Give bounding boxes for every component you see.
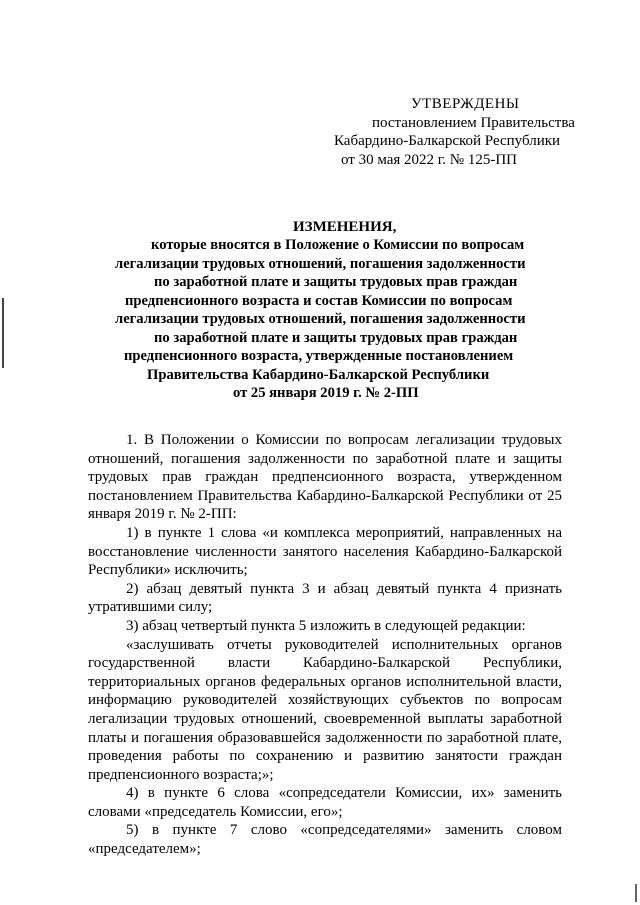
heading-line: легализации трудовых отношений, погашения задолженности xyxy=(115,256,526,272)
body-paragraph-6: 4) в пункте 6 слова «сопредседатели Комиссии, их» заменить словами «председатель Комиссии, его»; xyxy=(88,785,562,820)
document-body xyxy=(88,431,562,859)
heading-line: по заработной плате и защиты трудовых прав граждан xyxy=(154,274,518,290)
heading-line: по заработной плате и защиты трудовых прав граждан xyxy=(154,330,518,346)
right-edge-mark xyxy=(635,884,637,902)
heading-line: Правительства Кабардино-Балкарской Республики xyxy=(147,367,490,383)
body-paragraph-2: 1) в пункте 1 слова «и комплекса мероприятий, направленных на восстановление численности занятого населения Кабардино-Балкарской Республики» исключить; xyxy=(88,524,562,579)
heading-line: от 25 января 2019 г. № 2-ПП xyxy=(233,385,419,401)
body-paragraph-5: «заслушивать отчеты руководителей исполнительных органов государственной власти Кабардино-Балкарской Республики, территориальных органов федеральных органов исполнительной власти, информацию руководителей хозяйствующих субъектов по вопросам легализации трудовых отношений, своевременной выплаты заработной платы и погашения образовавшейся задолженности по заработной плате, проведения работы по сохранению и развитию занятости граждан предпенсионного возраста;»; xyxy=(88,636,562,783)
heading-line: предпенсионного возраста, утвержденные постановлением xyxy=(124,348,514,364)
body-paragraph-7: 5) в пункте 7 слово «сопредседателями» заменить словом «председателем»; xyxy=(88,822,562,858)
body-paragraph-1: 1. В Положении о Комиссии по вопросам легализации трудовых отношений, погашения задолженности по заработной плате и защиты трудовых прав граждан предпенсионного возраста, утвержденном постановлением Правительства Кабардино-Балкарской Республики от 25 января 2019 г. № 2-ПП: xyxy=(88,432,562,523)
approved-line-1: постановлением Правительства xyxy=(372,115,575,131)
approved-line-3: от 30 мая 2022 г. № 125-ПП xyxy=(341,152,517,168)
body-paragraph-4: 3) абзац четвертый пункта 5 изложить в следующей редакции: xyxy=(126,617,526,634)
heading-line: легализации трудовых отношений, погашения задолженности xyxy=(115,311,526,327)
heading-title: ИЗМЕНЕНИЯ, xyxy=(293,219,397,235)
heading-line: которые вносятся в Положение о Комиссии по вопросам xyxy=(151,237,525,253)
left-margin-mark xyxy=(2,298,4,368)
approved-title: УТВЕРЖДЕНЫ xyxy=(411,96,520,112)
heading-line: предпенсионного возраста и состав Комиссии по вопросам xyxy=(125,293,513,309)
approved-line-2: Кабардино-Балкарской Республики xyxy=(334,133,561,149)
body-paragraph-3: 2) абзац девятый пункта 3 и абзац девятый пункта 4 признать утратившими силу; xyxy=(88,580,562,616)
